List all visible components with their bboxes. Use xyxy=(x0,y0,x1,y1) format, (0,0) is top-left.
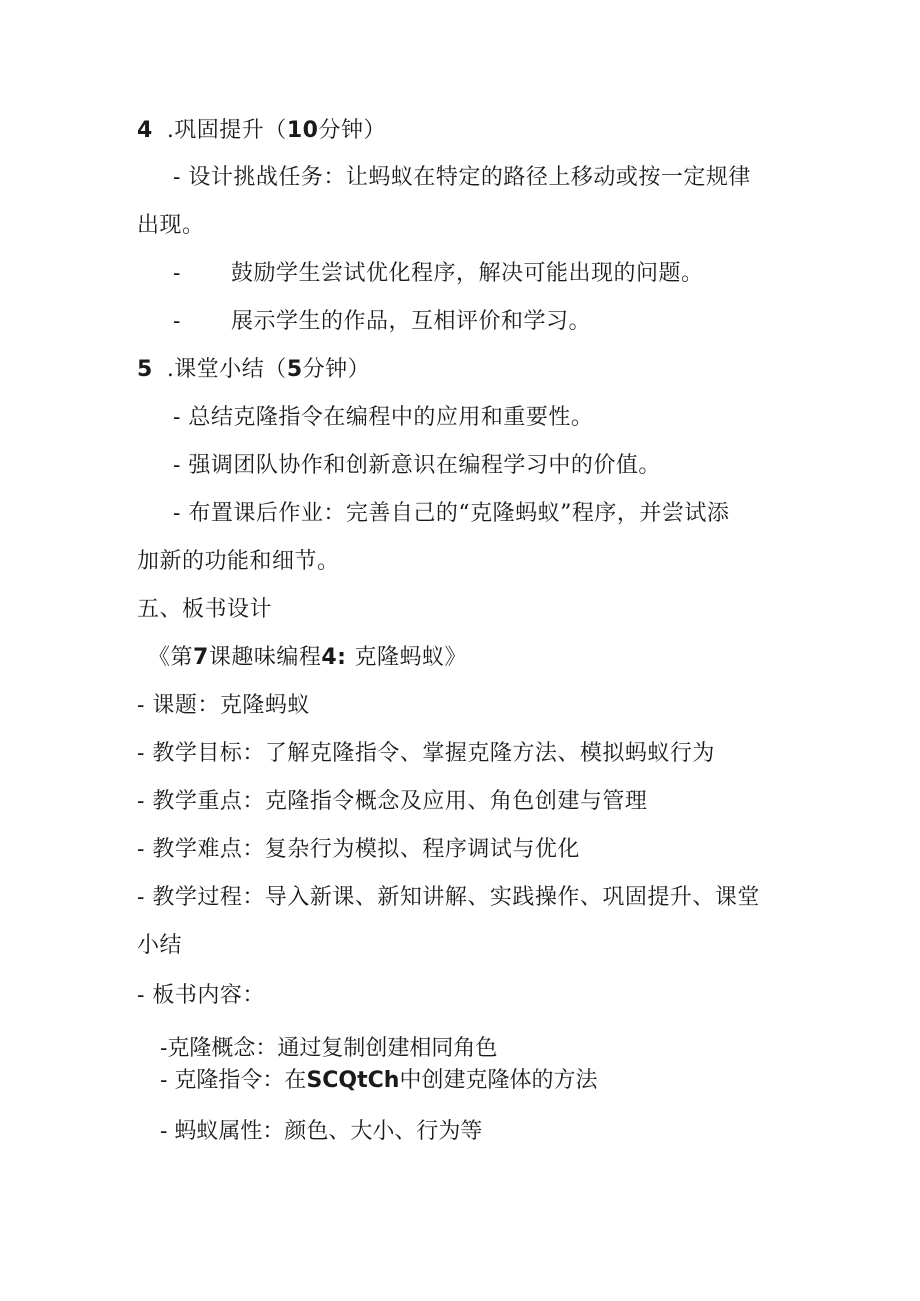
list-dash: - xyxy=(173,261,181,286)
section-4-item-3-text: 展示学生的作品，互相评价和学习。 xyxy=(231,309,592,334)
section-4-duration: 10 xyxy=(286,118,319,143)
section-5-item-3-cont: 加新的功能和细节。 xyxy=(137,549,340,574)
section-4-heading xyxy=(137,116,386,146)
list-dash: - xyxy=(173,309,181,334)
section-4-item-2-text: 鼓励学生尝试优化程序，解决可能出现的问题。 xyxy=(231,261,704,286)
board-ant-attributes: - 蚂蚁属性：颜色、大小、行为等 xyxy=(160,1119,483,1144)
section-5-item-3: - 布置课后作业：完善自己的“克隆蚂蚁”程序，并尝试添 xyxy=(173,501,730,526)
section-5-item-2: - 强调团队协作和创新意识在编程学习中的价值。 xyxy=(173,453,661,478)
section-5-number: 5 xyxy=(137,357,153,382)
board-design-heading: 五、板书设计 xyxy=(137,597,273,622)
section-4-item-1-cont: 出现。 xyxy=(137,213,205,238)
lesson-number: 7 xyxy=(193,645,209,670)
board-goal: - 教学目标：了解克隆指令、掌握克隆方法、模拟蚂蚁行为 xyxy=(137,741,715,766)
section-4-number: 4 xyxy=(137,118,153,143)
section-5-duration: 5 xyxy=(286,357,303,382)
board-title-part: 克隆蚂蚁》 xyxy=(354,645,467,670)
board-process: - 教学过程：导入新课、新知讲解、实践操作、巩固提升、课堂 xyxy=(137,885,760,910)
section-4-title: .巩固提升（ xyxy=(166,118,287,143)
board-clone-command xyxy=(160,1066,597,1096)
lesson-subnumber: 4: xyxy=(321,645,347,670)
board-content-label: - 板书内容： xyxy=(137,983,265,1008)
board-difficulty: - 教学难点：复杂行为模拟、程序调试与优化 xyxy=(137,837,580,862)
board-clone-command-text: - 克隆指令：在 xyxy=(160,1068,307,1093)
scratch-word: SCQtCh xyxy=(306,1068,400,1093)
board-title-part: 《第 xyxy=(148,645,194,670)
section-5-item-1: - 总结克隆指令在编程中的应用和重要性。 xyxy=(173,405,594,430)
section-5-heading xyxy=(137,355,370,385)
board-clone-concept: -克隆概念：通过复制创建相同角色 xyxy=(160,1036,498,1061)
board-clone-command-text: 中创建克隆体的方法 xyxy=(399,1068,598,1093)
section-4-duration-unit: 分钟） xyxy=(318,118,386,143)
board-key-point: - 教学重点：克隆指令概念及应用、角色创建与管理 xyxy=(137,789,648,814)
section-5-duration-unit: 分钟） xyxy=(302,357,371,382)
board-process-cont: 小结 xyxy=(137,933,183,958)
section-4-item-1: - 设计挑战任务：让蚂蚁在特定的路径上移动或按一定规律 xyxy=(173,165,751,190)
section-5-title: .课堂小结（ xyxy=(166,357,287,382)
board-title xyxy=(148,643,467,673)
board-topic: - 课题：克隆蚂蚁 xyxy=(137,693,310,718)
board-title-part: 课趣味编程 xyxy=(208,645,322,670)
